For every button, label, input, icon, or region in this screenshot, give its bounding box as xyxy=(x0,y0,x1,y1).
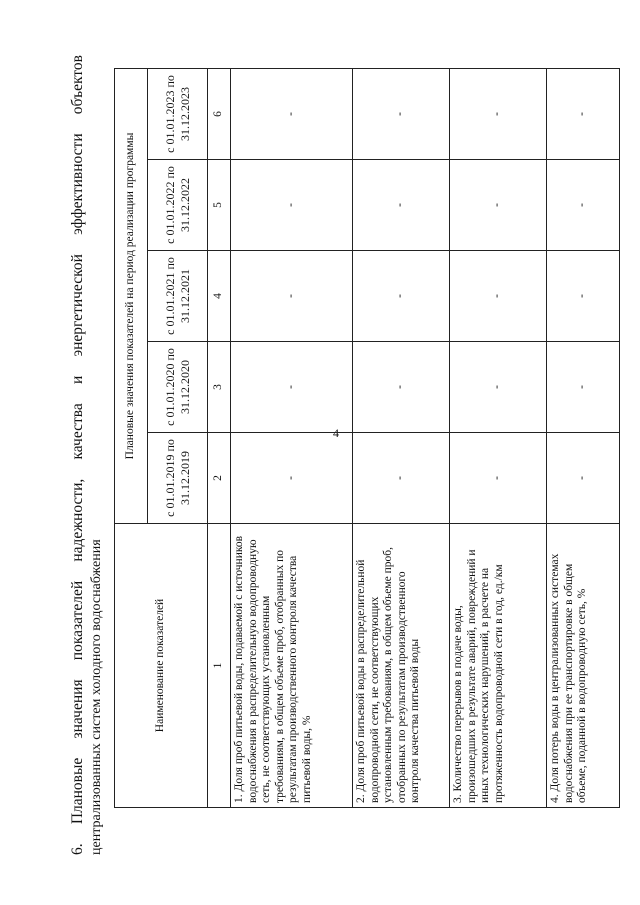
value-cell: - xyxy=(353,433,450,524)
value-cell: - xyxy=(450,251,547,342)
value-cell: - xyxy=(231,251,353,342)
heading-line-2: централизованных систем холодного водоснабжения xyxy=(89,539,104,855)
name-column-header: Наименование показателей xyxy=(115,524,208,808)
heading-word: надежности, xyxy=(69,478,86,562)
heading-word: и xyxy=(69,375,86,385)
heading-word: значения xyxy=(69,679,86,739)
table-row xyxy=(231,69,353,808)
value-cell: - xyxy=(353,251,450,342)
heading-word: показателей xyxy=(69,580,86,661)
value-cell: - xyxy=(231,433,353,524)
indicator-name: 2. Доля проб питьевой воды в распределительной водопроводной сети, не соответствующих установленным требованиям, в общем объеме проб, отобранных по результатам производственного контроля качества питьевой воды xyxy=(353,524,450,808)
column-number: 3 xyxy=(208,342,231,433)
value-cell: - xyxy=(547,342,620,433)
table-row xyxy=(547,69,620,808)
period-header: с 01.01.2019 по 31.12.2019 xyxy=(148,433,208,524)
value-cell: - xyxy=(450,433,547,524)
column-number: 2 xyxy=(208,433,231,524)
plan-values-header: Плановые значения показателей на период реализации программы xyxy=(115,69,148,524)
indicators-table xyxy=(114,68,620,808)
value-cell: - xyxy=(547,69,620,160)
value-cell: - xyxy=(353,342,450,433)
value-cell: - xyxy=(231,69,353,160)
period-header: с 01.01.2020 по 31.12.2020 xyxy=(148,342,208,433)
value-cell: - xyxy=(450,69,547,160)
period-header: с 01.01.2022 по 31.12.2022 xyxy=(148,160,208,251)
table-row xyxy=(353,69,450,808)
value-cell: - xyxy=(450,160,547,251)
heading-line-1 xyxy=(68,55,87,855)
value-cell: - xyxy=(231,342,353,433)
heading-word: качества xyxy=(69,403,86,460)
column-number: 6 xyxy=(208,69,231,160)
heading-word: энергетической xyxy=(69,254,86,357)
table-row xyxy=(450,69,547,808)
period-header: с 01.01.2021 по 31.12.2021 xyxy=(148,251,208,342)
indicator-name: 1. Доля проб питьевой воды, подаваемой с источников водоснабжения в распределительную водопроводную сеть, не соответствующих установленным требованиям, в общем объеме проб, отобранных по результатам производственного контроля качества питьевой воды, % xyxy=(231,524,353,808)
value-cell: - xyxy=(547,251,620,342)
page-number: 4 xyxy=(333,426,339,440)
heading-word: объектов xyxy=(69,55,86,115)
value-cell: - xyxy=(450,342,547,433)
heading-word: 6. xyxy=(69,843,86,855)
heading-word: эффективности xyxy=(69,133,86,235)
value-cell: - xyxy=(231,160,353,251)
indicator-name: 3. Количество перерывов в подаче воды, произошедших в результате аварий, повреждений и иных технологических нарушений, в расчете на протяженность водопроводной сети в год, ед./км xyxy=(450,524,547,808)
rotated-content xyxy=(68,55,628,855)
period-header: с 01.01.2023 по 31.12.2023 xyxy=(148,69,208,160)
section-heading xyxy=(68,55,106,855)
value-cell: - xyxy=(353,160,450,251)
value-cell: - xyxy=(547,160,620,251)
value-cell: - xyxy=(353,69,450,160)
column-number: 5 xyxy=(208,160,231,251)
column-number: 4 xyxy=(208,251,231,342)
value-cell: - xyxy=(547,433,620,524)
column-number: 1 xyxy=(208,524,231,808)
heading-word: Плановые xyxy=(69,757,86,825)
indicator-name: 4. Доля потерь воды в централизованных системах водоснабжения при ее транспортировке в общем объеме, поданной в водопроводную сеть, % xyxy=(547,524,620,808)
